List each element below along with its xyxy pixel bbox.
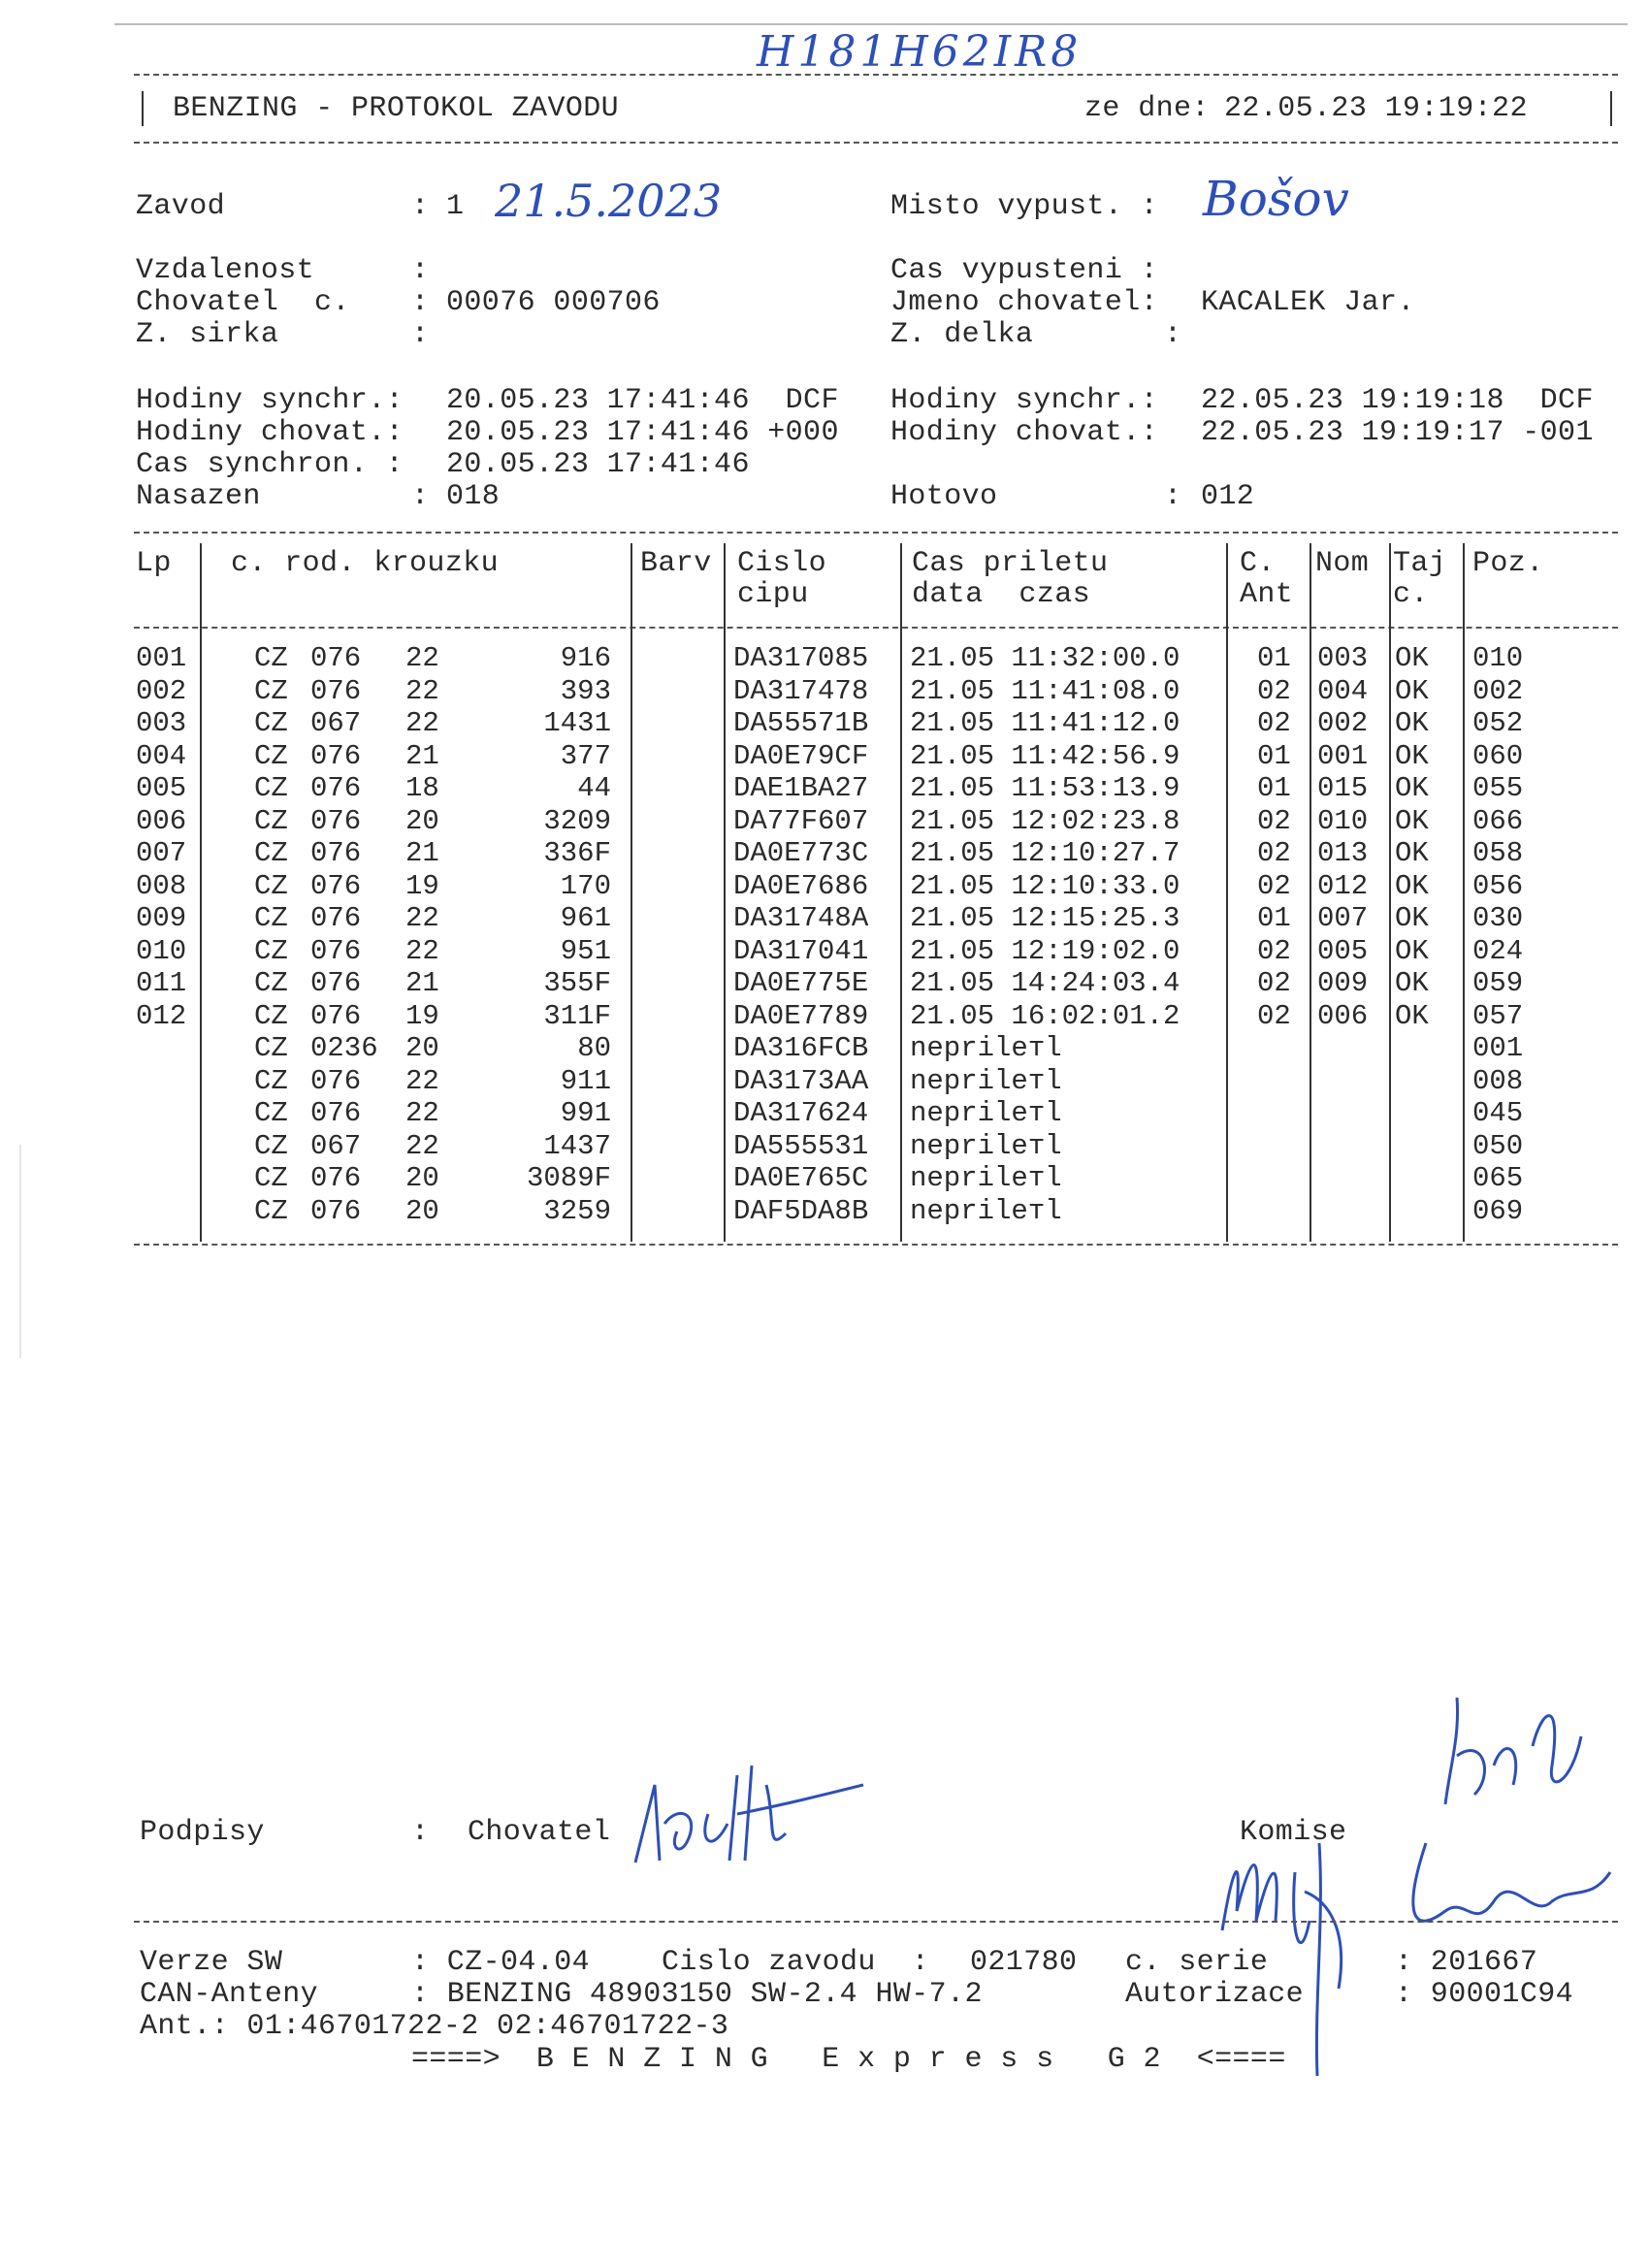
cell-yr: 20	[405, 1194, 439, 1227]
verze-value: : CZ-04.04	[411, 1946, 591, 1979]
cell-time: 21.05 11:41:12.0	[910, 707, 1180, 739]
cell-org: 076	[310, 739, 362, 772]
chovat-label-left: Hodiny chovat.:	[136, 416, 404, 449]
cell-poz: 052	[1472, 707, 1524, 739]
cell-chip: DA0E7789	[733, 999, 869, 1032]
cell-ant: 02	[1257, 934, 1291, 967]
cell-org: 076	[310, 837, 362, 869]
cell-yr: 19	[405, 869, 439, 902]
cell-time: 21.05 12:02:23.8	[910, 804, 1180, 837]
cell-num: 355F	[543, 967, 611, 999]
table-row	[0, 870, 1649, 902]
cell-num: 336F	[543, 837, 611, 869]
cell-num: 911	[560, 1064, 611, 1097]
podpisy-label: Podpisy	[140, 1816, 265, 1849]
cell-taj: OK	[1395, 772, 1429, 804]
cell-taj: OK	[1395, 739, 1429, 772]
table-row	[0, 1195, 1649, 1227]
cell-yr: 22	[405, 674, 439, 707]
cell-yr: 21	[405, 967, 439, 999]
cell-cz: CZ	[254, 837, 288, 869]
table-top-rule	[134, 532, 1618, 534]
cell-yr: 20	[405, 804, 439, 837]
nasazen-value: 018	[446, 480, 501, 513]
cell-org: 067	[310, 1129, 362, 1162]
cell-time: neprilетl	[910, 1097, 1062, 1129]
autorizace-value: : 90001C94	[1395, 1978, 1574, 2011]
cell-poz: 001	[1472, 1032, 1524, 1064]
cell-chip: DA317624	[733, 1097, 869, 1129]
cell-num: 377	[560, 739, 611, 772]
chovat-value-left: 20.05.23 17:41:46 +000	[446, 416, 839, 449]
serie-value: : 201667	[1395, 1946, 1538, 1979]
cell-time: 21.05 11:41:08.0	[910, 674, 1180, 707]
delka-sep: :	[1164, 318, 1182, 351]
cell-taj: OK	[1395, 902, 1429, 934]
cell-yr: 21	[405, 739, 439, 772]
cell-cz: CZ	[254, 739, 288, 772]
chovat-value-right: 22.05.23 19:19:17 -001	[1201, 416, 1594, 449]
cell-org: 076	[310, 869, 362, 902]
vzdalenost-sep: :	[411, 254, 430, 287]
hotovo-sep: :	[1164, 480, 1182, 513]
cell-time: neprilетl	[910, 1032, 1062, 1064]
cell-cz: CZ	[254, 1032, 288, 1064]
nasazen-sep: :	[411, 480, 430, 513]
cell-org: 076	[310, 804, 362, 837]
cell-yr: 18	[405, 772, 439, 804]
cell-time: 21.05 16:02:01.2	[910, 999, 1180, 1032]
misto-label: Misto vypust. :	[890, 190, 1159, 223]
cell-cz: CZ	[254, 1064, 288, 1097]
cell-cz: CZ	[254, 934, 288, 967]
cell-poz: 045	[1472, 1097, 1524, 1129]
cell-taj: OK	[1395, 674, 1429, 707]
sirka-sep: :	[411, 318, 430, 351]
cell-taj: OK	[1395, 999, 1429, 1032]
cell-num: 1431	[543, 707, 611, 739]
cell-org: 076	[310, 999, 362, 1032]
cell-yr: 20	[405, 1032, 439, 1064]
cell-chip: DA31748A	[733, 902, 869, 934]
table-row	[0, 707, 1649, 739]
cell-chip: DA0E765C	[733, 1162, 869, 1194]
cell-yr: 21	[405, 837, 439, 869]
chovatel-label: Chovatel c.	[136, 286, 350, 319]
cell-chip: DA316FCB	[733, 1032, 869, 1064]
cell-nom: 006	[1317, 999, 1369, 1032]
cell-time: 21.05 11:42:56.9	[910, 739, 1180, 772]
cell-cz: CZ	[254, 869, 288, 902]
cell-yr: 22	[405, 1064, 439, 1097]
cell-time: 21.05 12:10:27.7	[910, 837, 1180, 869]
zavod-sep: :	[411, 190, 430, 223]
cell-poz: 056	[1472, 869, 1524, 902]
table-row	[0, 837, 1649, 869]
cell-ant: 02	[1257, 707, 1291, 739]
cell-lp: 010	[136, 934, 187, 967]
cell-taj: OK	[1395, 837, 1429, 869]
cell-chip: DAF5DA8B	[733, 1194, 869, 1227]
cell-org: 076	[310, 642, 362, 674]
cell-chip: DA317041	[733, 934, 869, 967]
document-title: BENZING - PROTOKOL ZAVODU	[173, 92, 620, 125]
synchr-label-left: Hodiny synchr.:	[136, 384, 404, 417]
cell-poz: 059	[1472, 967, 1524, 999]
th-poz: Poz.	[1472, 547, 1544, 580]
nasazen-label: Nasazen	[136, 480, 261, 513]
cell-poz: 030	[1472, 902, 1524, 934]
synchr-value-right: 22.05.23 19:19:18 DCF	[1201, 384, 1594, 417]
handwritten-race-date: 21.5.2023	[495, 175, 723, 227]
header-date-label: ze dne:	[1084, 92, 1210, 125]
cell-ant: 01	[1257, 772, 1291, 804]
cell-taj: OK	[1395, 804, 1429, 837]
cell-time: 21.05 12:19:02.0	[910, 934, 1180, 967]
table-row	[0, 740, 1649, 772]
cas-synchron-value: 20.05.23 17:41:46	[446, 448, 750, 481]
table-row	[0, 1162, 1649, 1194]
cell-lp: 012	[136, 999, 187, 1032]
cell-cz: CZ	[254, 642, 288, 674]
cell-chip: DAE1BA27	[733, 772, 869, 804]
signature-komise-label: Komise	[1240, 1816, 1347, 1849]
cell-taj: OK	[1395, 707, 1429, 739]
cell-poz: 002	[1472, 674, 1524, 707]
cell-yr: 22	[405, 902, 439, 934]
cell-cz: CZ	[254, 902, 288, 934]
cell-lp: 002	[136, 674, 187, 707]
cell-cz: CZ	[254, 772, 288, 804]
cell-nom: 003	[1317, 642, 1369, 674]
cell-num: 80	[577, 1032, 611, 1064]
th-taj-2: c.	[1393, 578, 1429, 611]
cell-chip: DA77F607	[733, 804, 869, 837]
antenna-line: Ant.: 01:46701722-2 02:46701722-3	[140, 2010, 729, 2043]
cell-poz: 057	[1472, 999, 1524, 1032]
th-ant-2: Ant	[1240, 578, 1294, 611]
cell-org: 076	[310, 1194, 362, 1227]
cell-taj: OK	[1395, 642, 1429, 674]
table-row	[0, 642, 1649, 674]
cell-nom: 009	[1317, 967, 1369, 999]
cell-nom: 005	[1317, 934, 1369, 967]
serie-label: c. serie	[1125, 1946, 1269, 1979]
table-row	[0, 935, 1649, 967]
table-row	[0, 1000, 1649, 1032]
cell-cz: CZ	[254, 999, 288, 1032]
th-lp: Lp	[136, 547, 172, 580]
cell-poz: 060	[1472, 739, 1524, 772]
cell-num: 1437	[543, 1129, 611, 1162]
signature-chovatel-label: Chovatel	[468, 1816, 611, 1849]
handwritten-code: H181H62IR8	[757, 27, 1083, 77]
cell-chip: DA317085	[733, 642, 869, 674]
cell-cz: CZ	[254, 707, 288, 739]
cell-lp: 011	[136, 967, 187, 999]
chovat-label-right: Hodiny chovat.:	[890, 416, 1159, 449]
table-row	[0, 772, 1649, 804]
hotovo-label: Hotovo	[890, 480, 998, 513]
cell-nom: 007	[1317, 902, 1369, 934]
cell-yr: 22	[405, 934, 439, 967]
zavod-label: Zavod	[136, 190, 226, 223]
cell-org: 076	[310, 902, 362, 934]
cell-ant: 02	[1257, 804, 1291, 837]
cell-num: 991	[560, 1097, 611, 1129]
cell-nom: 004	[1317, 674, 1369, 707]
cell-cz: CZ	[254, 1129, 288, 1162]
zavod-value: 1	[446, 190, 465, 223]
table-row	[0, 1097, 1649, 1129]
table-row	[0, 1130, 1649, 1162]
cell-ant: 02	[1257, 837, 1291, 869]
breeder-signature	[621, 1746, 873, 1892]
scan-top-edge	[114, 23, 1628, 25]
header-right-bar	[1610, 91, 1612, 126]
can-label: CAN-Anteny	[140, 1978, 319, 2011]
cell-taj: OK	[1395, 967, 1429, 999]
cell-time: neprilетl	[910, 1162, 1062, 1194]
cell-taj: OK	[1395, 869, 1429, 902]
cell-time: neprilетl	[910, 1064, 1062, 1097]
cell-time: 21.05 11:32:00.0	[910, 642, 1180, 674]
cell-num: 170	[560, 869, 611, 902]
cell-lp: 005	[136, 772, 187, 804]
table-row	[0, 805, 1649, 837]
cell-num: 3259	[543, 1194, 611, 1227]
cell-ant: 01	[1257, 642, 1291, 674]
cell-yr: 22	[405, 642, 439, 674]
delka-label: Z. delka	[890, 318, 1034, 351]
cell-chip: DA55571B	[733, 707, 869, 739]
cell-poz: 069	[1472, 1194, 1524, 1227]
jmeno-label: Jmeno chovatel:	[890, 286, 1159, 319]
cas-vypusteni-label: Cas vypusteni :	[890, 254, 1159, 287]
cell-ant: 01	[1257, 739, 1291, 772]
cell-nom: 010	[1317, 804, 1369, 837]
cell-org: 076	[310, 674, 362, 707]
cell-num: 393	[560, 674, 611, 707]
th-time-1: Cas priletu	[912, 547, 1109, 580]
chovatel-value: 00076 000706	[446, 286, 661, 319]
cell-time: neprilетl	[910, 1129, 1062, 1162]
cell-yr: 22	[405, 707, 439, 739]
cell-ant: 02	[1257, 869, 1291, 902]
express-line: ====> B E N Z I N G E x p r e s s G 2 <====	[411, 2043, 1286, 2076]
cell-poz: 065	[1472, 1162, 1524, 1194]
cell-poz: 050	[1472, 1129, 1524, 1162]
cislo-zavodu-label: Cislo zavodu :	[662, 1946, 930, 1979]
table-row	[0, 675, 1649, 707]
cell-num: 3089F	[526, 1162, 611, 1194]
sirka-label: Z. sirka	[136, 318, 279, 351]
cell-org: 076	[310, 1162, 362, 1194]
cell-org: 076	[310, 934, 362, 967]
cell-num: 3209	[543, 804, 611, 837]
cell-cz: CZ	[254, 1194, 288, 1227]
can-value: : BENZING 48903150 SW-2.4 HW-7.2	[411, 1978, 983, 2011]
cell-lp: 003	[136, 707, 187, 739]
header-left-bar	[142, 91, 144, 126]
table-row	[0, 902, 1649, 934]
cell-chip: DA555531	[733, 1129, 869, 1162]
cell-ant: 02	[1257, 674, 1291, 707]
th-chip-2: cipu	[737, 578, 809, 611]
cell-lp: 001	[136, 642, 187, 674]
table-bottom-rule	[134, 1244, 1618, 1246]
table-row	[0, 1065, 1649, 1097]
cell-ant: 02	[1257, 999, 1291, 1032]
cell-num: 44	[577, 772, 611, 804]
cell-nom: 015	[1317, 772, 1369, 804]
cell-org: 076	[310, 772, 362, 804]
jmeno-value: KACALEK Jar.	[1201, 286, 1415, 319]
cell-poz: 066	[1472, 804, 1524, 837]
cell-ant: 02	[1257, 967, 1291, 999]
cell-yr: 19	[405, 999, 439, 1032]
header-date-value: 22.05.23 19:19:22	[1224, 92, 1528, 125]
cell-yr: 22	[405, 1129, 439, 1162]
cell-num: 961	[560, 902, 611, 934]
cell-chip: DA0E775E	[733, 967, 869, 999]
footer-rule	[134, 1921, 1618, 1923]
cas-synchron-label: Cas synchron. :	[136, 448, 404, 481]
vzdalenost-label: Vzdalenost	[136, 254, 315, 287]
verze-label: Verze SW	[140, 1946, 283, 1979]
chovatel-sep: :	[411, 286, 430, 319]
table-row	[0, 1032, 1649, 1064]
cell-lp: 004	[136, 739, 187, 772]
cell-org: 076	[310, 1097, 362, 1129]
cell-lp: 008	[136, 869, 187, 902]
cell-poz: 058	[1472, 837, 1524, 869]
cell-time: 21.05 14:24:03.4	[910, 967, 1180, 999]
cell-time: neprilетl	[910, 1194, 1062, 1227]
cell-poz: 008	[1472, 1064, 1524, 1097]
th-chip-1: Cislo	[737, 547, 827, 580]
cell-nom: 001	[1317, 739, 1369, 772]
cislo-zavodu-value: 021780	[970, 1946, 1078, 1979]
cell-chip: DA0E79CF	[733, 739, 869, 772]
cell-yr: 22	[405, 1097, 439, 1129]
cell-cz: CZ	[254, 804, 288, 837]
header-bottom-rule	[134, 142, 1618, 144]
header-top-rule	[134, 74, 1618, 76]
cell-poz: 024	[1472, 934, 1524, 967]
cell-lp: 007	[136, 837, 187, 869]
th-ant-1: C.	[1240, 547, 1276, 580]
cell-org: 076	[310, 967, 362, 999]
cell-time: 21.05 11:53:13.9	[910, 772, 1180, 804]
th-ring: c. rod. krouzku	[231, 547, 500, 580]
cell-org: 076	[310, 1064, 362, 1097]
cell-nom: 013	[1317, 837, 1369, 869]
cell-cz: CZ	[254, 674, 288, 707]
table-header-rule	[134, 627, 1618, 629]
cell-lp: 009	[136, 902, 187, 934]
cell-nom: 012	[1317, 869, 1369, 902]
handwritten-release-place: Bošov	[1203, 171, 1349, 227]
cell-nom: 002	[1317, 707, 1369, 739]
synchr-value-left: 20.05.23 17:41:46 DCF	[446, 384, 839, 417]
hotovo-value: 012	[1201, 480, 1255, 513]
cell-ant: 01	[1257, 902, 1291, 934]
cell-lp: 006	[136, 804, 187, 837]
cell-num: 916	[560, 642, 611, 674]
cell-num: 311F	[543, 999, 611, 1032]
cell-time: 21.05 12:10:33.0	[910, 869, 1180, 902]
cell-cz: CZ	[254, 1162, 288, 1194]
cell-chip: DA0E7686	[733, 869, 869, 902]
cell-taj: OK	[1395, 934, 1429, 967]
table-row	[0, 967, 1649, 999]
podpisy-sep: :	[411, 1816, 430, 1849]
autorizace-label: Autorizace	[1125, 1978, 1305, 2011]
cell-chip: DA0E773C	[733, 837, 869, 869]
cell-time: 21.05 12:15:25.3	[910, 902, 1180, 934]
cell-chip: DA3173AA	[733, 1064, 869, 1097]
cell-org: 0236	[310, 1032, 378, 1064]
cell-chip: DA317478	[733, 674, 869, 707]
synchr-label-right: Hodiny synchr.:	[890, 384, 1159, 417]
cell-cz: CZ	[254, 1097, 288, 1129]
cell-poz: 010	[1472, 642, 1524, 674]
th-barv: Barv	[640, 547, 712, 580]
th-time-2: data czas	[912, 578, 1091, 611]
th-nom: Nom	[1315, 547, 1370, 580]
cell-org: 067	[310, 707, 362, 739]
cell-poz: 055	[1472, 772, 1524, 804]
cell-num: 951	[560, 934, 611, 967]
cell-cz: CZ	[254, 967, 288, 999]
cell-yr: 20	[405, 1162, 439, 1194]
th-taj-1: Taj	[1393, 547, 1447, 580]
